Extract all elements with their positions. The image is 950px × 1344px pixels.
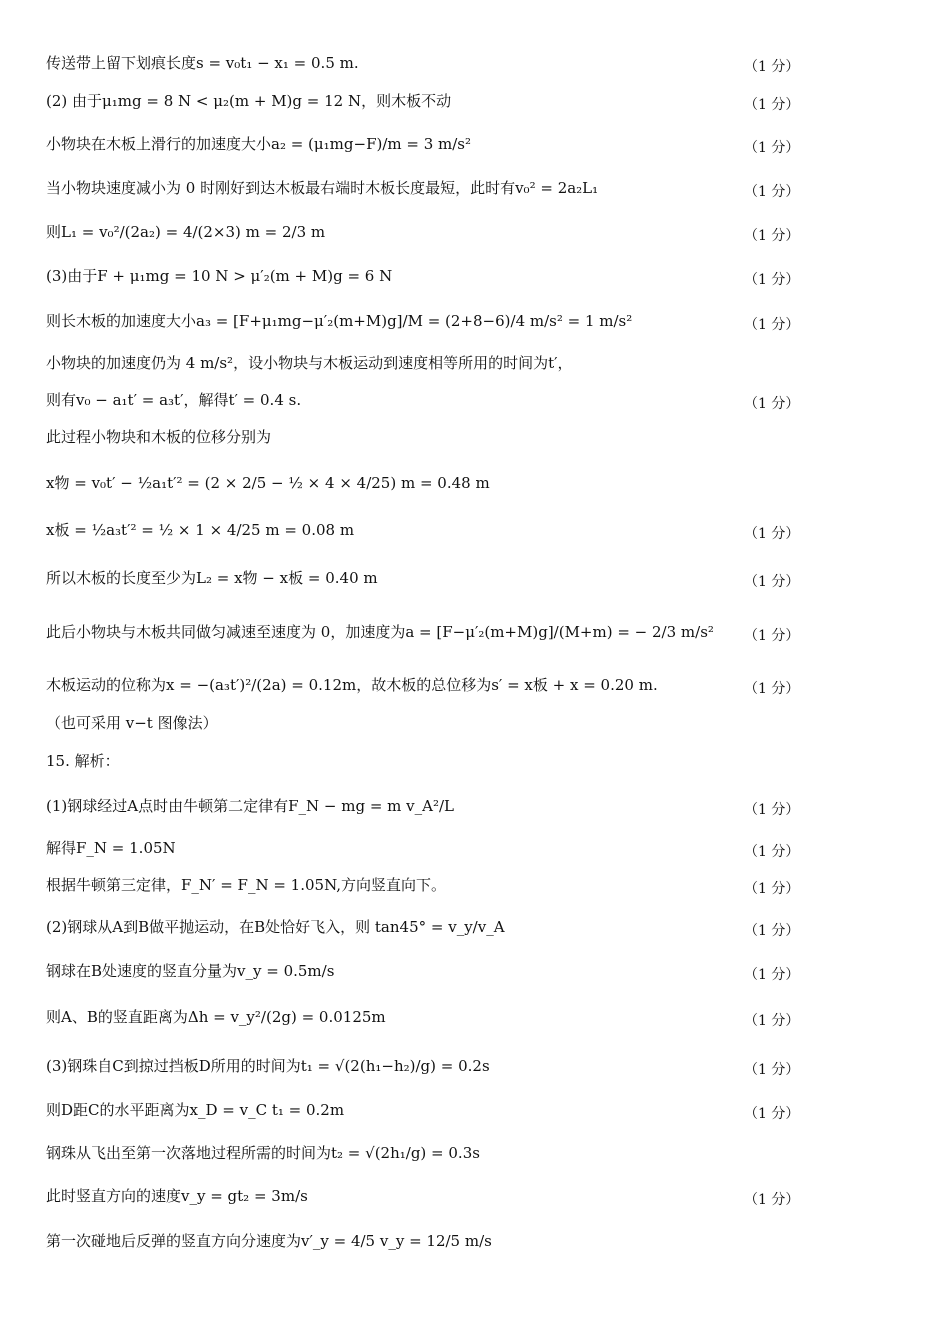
solution-line: (3)钢珠自C到掠过挡板D所用的时间为t₁ = √(2(h₁−h₂)/g) = 0.2s: [46, 1057, 490, 1075]
solution-line: （也可采用 v−t 图像法）: [46, 714, 218, 732]
solution-line: 则长木板的加速度大小a₃ = [F+μ₁mg−μ′₂(m+M)g]/M = (2+8−6)/4 m/s² = 1 m/s²: [46, 312, 633, 330]
solution-line: 钢球在B处速度的竖直分量为v_y = 0.5m/s: [46, 962, 335, 980]
solution-line: 小物块在木板上滑行的加速度大小a₂ = (μ₁mg−F)/m = 3 m/s²: [46, 135, 472, 153]
score-mark: （1 分）: [744, 140, 800, 156]
solution-line: 当小物块速度减小为 0 时刚好到达木板最右端时木板长度最短，此时有v₀² = 2a₂L₁: [46, 179, 599, 197]
solution-line: 木板运动的位称为x = −(a₃t′)²/(2a) = 0.12m，故木板的总位移为s′ = x板 + x = 0.20 m.: [46, 676, 658, 694]
solution-line: 则有v₀ − a₁t′ = a₃t′，解得t′ = 0.4 s.: [46, 391, 302, 409]
score-mark: （1 分）: [744, 272, 800, 288]
score-mark: （1 分）: [744, 681, 800, 697]
score-mark: （1 分）: [744, 923, 800, 939]
solution-line: 传送带上留下划痕长度s = v₀t₁ − x₁ = 0.5 m.: [46, 54, 359, 72]
solution-line: 第一次碰地后反弹的竖直方向分速度为v′_y = 4/5 v_y = 12/5 m/s: [46, 1232, 492, 1250]
solution-line: x板 = ½a₃t′² = ½ × 1 × 4/25 m = 0.08 m: [46, 521, 355, 539]
score-mark: （1 分）: [744, 628, 800, 644]
solution-line: 则A、B的竖直距离为Δh = v_y²/(2g) = 0.0125m: [46, 1008, 386, 1026]
solution-line: (2)钢球从A到B做平抛运动，在B处恰好飞入，则 tan45° = v_y/v_A: [46, 918, 505, 936]
solution-line: x物 = v₀t′ − ½a₁t′² = (2 × 2/5 − ½ × 4 × 4/25) m = 0.48 m: [46, 474, 490, 492]
solution-line: (1)钢球经过A点时由牛顿第二定律有F_N − mg = m v_A²/L: [46, 797, 454, 815]
solution-line: 15. 解析：: [46, 752, 120, 770]
solution-line: 所以木板的长度至少为L₂ = x物 − x板 = 0.40 m: [46, 569, 378, 587]
score-mark: （1 分）: [744, 967, 800, 983]
score-mark: （1 分）: [744, 1062, 800, 1078]
solution-line: 则L₁ = v₀²/(2a₂) = 4/(2×3) m = 2/3 m: [46, 223, 326, 241]
score-mark: （1 分）: [744, 97, 800, 113]
solution-line: 此时竖直方向的速度v_y = gt₂ = 3m/s: [46, 1187, 308, 1205]
score-mark: （1 分）: [744, 317, 800, 333]
solution-line: 解得F_N = 1.05N: [46, 839, 176, 857]
score-mark: （1 分）: [744, 574, 800, 590]
score-mark: （1 分）: [744, 844, 800, 860]
score-mark: （1 分）: [744, 59, 800, 75]
score-mark: （1 分）: [744, 1106, 800, 1122]
score-mark: （1 分）: [744, 526, 800, 542]
solution-line: 钢珠从飞出至第一次落地过程所需的时间为t₂ = √(2h₁/g) = 0.3s: [46, 1144, 480, 1162]
solution-line: 则D距C的水平距离为x_D = v_C t₁ = 0.2m: [46, 1101, 345, 1119]
solution-line: 此后小物块与木板共同做匀减速至速度为 0，加速度为a = [F−μ′₂(m+M)g]/(M+m) = − 2/3 m/s²: [46, 623, 714, 641]
score-mark: （1 分）: [744, 1192, 800, 1208]
solution-line: (2) 由于μ₁mg = 8 N < μ₂(m + M)g = 12 N，则木板不动: [46, 92, 452, 110]
score-mark: （1 分）: [744, 228, 800, 244]
solution-line: 小物块的加速度仍为 4 m/s²，设小物块与木板运动到速度相等所用的时间为t′，: [46, 354, 573, 372]
score-mark: （1 分）: [744, 396, 800, 412]
solution-line: (3)由于F + μ₁mg = 10 N > μ′₂(m + M)g = 6 N: [46, 267, 393, 285]
score-mark: （1 分）: [744, 881, 800, 897]
solution-line: 此过程小物块和木板的位移分别为: [46, 428, 272, 446]
score-mark: （1 分）: [744, 802, 800, 818]
solution-line: 根据牛顿第三定律，F_N′ = F_N = 1.05N,方向竖直向下。: [46, 876, 447, 894]
score-mark: （1 分）: [744, 184, 800, 200]
score-mark: （1 分）: [744, 1013, 800, 1029]
